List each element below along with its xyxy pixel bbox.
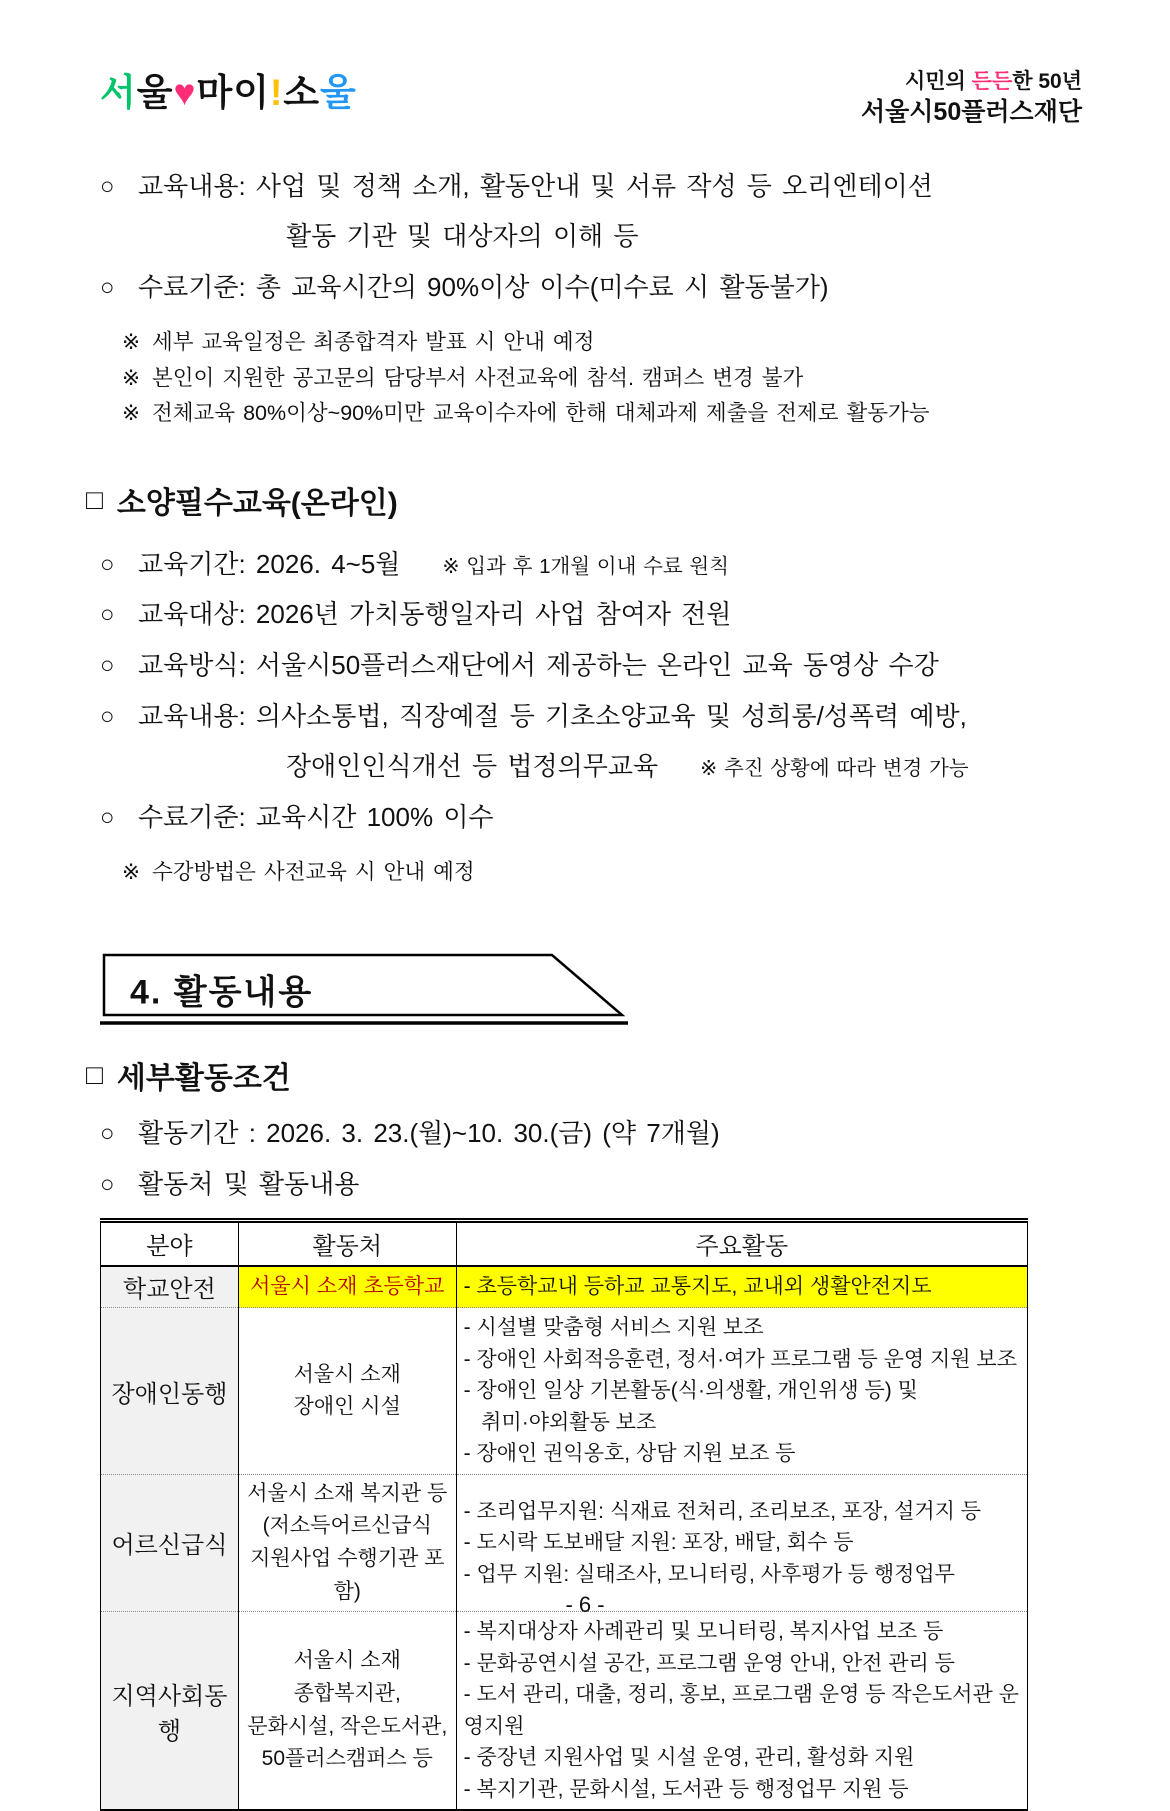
logo-part: 울 bbox=[136, 72, 174, 113]
bullet-body bbox=[138, 801, 1082, 835]
table-row bbox=[101, 1474, 1028, 1611]
slogan-line2: 서울시50플러스재단 bbox=[860, 98, 1082, 127]
reference-mark-icon: ※ bbox=[122, 330, 141, 355]
activity-line: - 업무 지원: 실태조사, 모니터링, 사후평가 등 행정업무 bbox=[463, 1562, 955, 1586]
section-checkbox-icon: □ bbox=[86, 1058, 103, 1090]
activities-cell bbox=[456, 1474, 1027, 1611]
activities-cell bbox=[456, 1612, 1027, 1811]
bullet-line bbox=[138, 1168, 1082, 1202]
bullet-item bbox=[100, 1117, 1082, 1151]
bullet-body bbox=[138, 1117, 1082, 1151]
bullet-body bbox=[138, 598, 1082, 632]
logo-part: 울 bbox=[320, 72, 357, 113]
bullet-text: 교육기간: 2026. 4~5월 bbox=[138, 548, 401, 579]
bullet-text: 수료기준: 총 교육시간의 90%이상 이수(미수료 시 활동불가) bbox=[138, 271, 829, 302]
section-title-text: 소양필수교육(온라인) bbox=[116, 486, 398, 520]
slogan-text: 시민의 bbox=[904, 70, 972, 93]
bullet-line bbox=[138, 548, 1082, 582]
bullet-circle-icon: ○ bbox=[100, 273, 115, 301]
activity-line: - 장애인 사회적응훈련, 정서·여가 프로그램 등 운영 지원 보조 bbox=[463, 1347, 1017, 1371]
note-text: 세부 교육일정은 최종합격자 발표 시 안내 예정 bbox=[152, 330, 595, 355]
activity-line: - 도시락 도보배달 지원: 포장, 배달, 회수 등 bbox=[463, 1531, 854, 1555]
bullet-text: 활동기간 : 2026. 3. 23.(월)~10. 30.(금) (약 7개월) bbox=[138, 1117, 720, 1148]
slogan-line1 bbox=[861, 68, 1082, 96]
bullet-text: 활동처 및 활동내용 bbox=[138, 1168, 360, 1199]
logo-part: 마이 bbox=[196, 72, 270, 113]
column-header-main-activities: 주요활동 bbox=[456, 1221, 1027, 1267]
subsection-title-text: 세부활동조건 bbox=[116, 1061, 291, 1095]
bullet-continuation bbox=[138, 750, 1082, 784]
bullet-item bbox=[100, 649, 1082, 683]
bullet-line bbox=[138, 598, 1082, 632]
activity-line: - 초등학교내 등하교 교통지도, 교내외 생활안전지도 bbox=[463, 1275, 932, 1299]
field-cell: 지역사회동행 bbox=[101, 1612, 239, 1811]
bullet-line bbox=[138, 801, 1082, 835]
bullet-body bbox=[138, 271, 1082, 305]
foundation-slogan bbox=[861, 66, 1082, 130]
reference-mark-icon: ※ bbox=[122, 860, 141, 885]
bullet-item bbox=[100, 548, 1082, 582]
activities-cell bbox=[456, 1308, 1027, 1475]
bullet-text: 교육대상: 2026년 가치동행일자리 사업 참여자 전원 bbox=[138, 599, 732, 630]
table-row bbox=[101, 1266, 1028, 1308]
section4-banner bbox=[100, 951, 640, 1027]
bullet-body bbox=[138, 548, 1082, 582]
field-cell: 어르신급식 bbox=[101, 1474, 239, 1611]
seoul-my-soul-logo bbox=[100, 66, 357, 111]
bullet-line bbox=[138, 170, 1082, 204]
bullet-item bbox=[100, 170, 1082, 254]
place-line: 서울시 소재 bbox=[293, 1649, 401, 1673]
bullet-circle-icon: ○ bbox=[100, 803, 115, 831]
logo-part: ♥ bbox=[173, 72, 197, 113]
education-intro-bullets bbox=[100, 170, 1082, 304]
bullet-line bbox=[138, 1117, 1082, 1151]
bullet-text: 교육내용: 사업 및 정책 소개, 활동안내 및 서류 작성 등 오리엔테이션 bbox=[138, 171, 933, 202]
slogan-text: 한 50년 bbox=[1012, 70, 1082, 93]
bullet-item bbox=[100, 801, 1082, 835]
bullet-item bbox=[100, 1168, 1082, 1202]
bullet-item bbox=[100, 598, 1082, 632]
reference-mark-icon: ※ bbox=[122, 365, 141, 390]
bullet-circle-icon: ○ bbox=[100, 1119, 115, 1147]
note-text: 전체교육 80%이상~90%미만 교육이수자에 한해 대체과제 제출을 전제로 활동가능 bbox=[152, 401, 930, 426]
place-line: 문화시설, 작은도서관, bbox=[247, 1714, 448, 1738]
bullet-item bbox=[100, 271, 1082, 305]
activity-line: - 도서 관리, 대출, 정리, 홍보, 프로그램 운영 등 작은도서관 운영지원 bbox=[463, 1683, 1019, 1738]
bullet-continuation-text: 장애인인식개선 등 법정의무교육 bbox=[286, 750, 659, 781]
section-title-online-education bbox=[86, 478, 1082, 522]
bullet-text: 교육방식: 서울시50플러스재단에서 제공하는 온라인 교육 동영상 수강 bbox=[138, 650, 939, 681]
activity-line: - 중장년 지원사업 및 시설 운영, 관리, 활성화 지원 bbox=[463, 1746, 915, 1770]
note-item bbox=[122, 399, 1082, 427]
note-text: 본인이 지원한 공고문의 담당부서 사전교육에 참석. 캠퍼스 변경 불가 bbox=[152, 365, 804, 390]
place-cell bbox=[238, 1308, 456, 1475]
field-cell: 학교안전 bbox=[101, 1266, 239, 1308]
activity-line: - 복지대상자 사례관리 및 모니터링, 복지사업 보조 등 bbox=[463, 1620, 944, 1644]
education-intro-notes bbox=[122, 328, 1082, 427]
note-item bbox=[122, 328, 1082, 356]
bullet-circle-icon: ○ bbox=[100, 703, 115, 730]
bullet-line bbox=[138, 700, 1082, 734]
bullet-line bbox=[138, 271, 1082, 305]
place-line: 서울시 소재 bbox=[293, 1362, 401, 1386]
section-checkbox-icon: □ bbox=[86, 483, 103, 515]
online-education-bullets bbox=[100, 548, 1082, 835]
online-education-footnote bbox=[122, 858, 1082, 886]
note-item bbox=[122, 364, 1082, 392]
bullet-circle-icon: ○ bbox=[100, 601, 115, 629]
place-line: 서울시 소재 초등학교 bbox=[250, 1274, 445, 1298]
subsection-title-activity-conditions bbox=[86, 1053, 1082, 1097]
activity-table-header bbox=[101, 1221, 1028, 1267]
reference-mark-icon: ※ bbox=[122, 401, 141, 426]
activity-line: - 문화공연시설 공간, 프로그램 운영 안내, 안전 관리 등 bbox=[463, 1651, 955, 1675]
page-header bbox=[100, 66, 1082, 130]
activity-table bbox=[100, 1218, 1028, 1811]
place-line: 장애인 시설 bbox=[293, 1395, 401, 1419]
activity-line: - 장애인 일상 기본활동(식·의생활, 개인위생 등) 및 bbox=[463, 1379, 918, 1403]
bullet-text: 교육내용: 의사소통법, 직장예절 등 기초소양교육 및 성희롱/성폭력 예방, bbox=[138, 701, 967, 731]
activity-line: - 시설별 맞춤형 서비스 지원 보조 bbox=[463, 1316, 764, 1340]
activities-cell bbox=[456, 1266, 1027, 1308]
bullet-inline-note: ※ 추진 상황에 따라 변경 가능 bbox=[700, 756, 969, 780]
bullet-line bbox=[138, 649, 1082, 683]
bullet-item bbox=[100, 700, 1082, 784]
page-content bbox=[86, 170, 1082, 1811]
bullet-body bbox=[138, 649, 1082, 683]
bullet-circle-icon: ○ bbox=[100, 652, 115, 680]
bullet-inline-note: ※ 입과 후 1개월 이내 수료 원칙 bbox=[442, 554, 730, 578]
place-cell bbox=[238, 1266, 456, 1308]
table-row bbox=[101, 1612, 1028, 1811]
bullet-continuation bbox=[138, 220, 1082, 254]
place-line: 50플러스캠퍼스 등 bbox=[261, 1747, 433, 1771]
logo-part: ! bbox=[269, 72, 284, 113]
place-cell bbox=[238, 1474, 456, 1611]
place-line: 종합복지관, bbox=[293, 1682, 401, 1705]
bullet-body bbox=[138, 700, 1082, 784]
field-cell: 장애인동행 bbox=[101, 1308, 239, 1475]
logo-part: 서 bbox=[100, 72, 137, 113]
bullet-circle-icon: ○ bbox=[100, 173, 115, 201]
slogan-accent: 든든 bbox=[971, 70, 1013, 93]
table-row bbox=[101, 1308, 1028, 1475]
column-header-field: 분야 bbox=[101, 1221, 239, 1267]
place-line: 서울시 소재 복지관 등 bbox=[247, 1481, 448, 1505]
activity-bullets bbox=[100, 1117, 1082, 1202]
activity-line: - 장애인 권익옹호, 상담 지원 보조 등 bbox=[463, 1442, 796, 1466]
activity-line: - 조리업무지원: 식재료 전처리, 조리보조, 포장, 설거지 등 bbox=[463, 1499, 982, 1523]
column-header-place: 활동처 bbox=[238, 1221, 456, 1267]
logo-part: 소 bbox=[283, 72, 321, 113]
bullet-text: 수료기준: 교육시간 100% 이수 bbox=[138, 801, 494, 832]
bullet-circle-icon: ○ bbox=[100, 1170, 115, 1198]
bullet-body bbox=[138, 170, 1082, 254]
place-line: 지원사업 수행기관 포함) bbox=[250, 1546, 445, 1603]
place-line: (저소득어르신급식 bbox=[262, 1514, 432, 1538]
bullet-circle-icon: ○ bbox=[100, 550, 115, 578]
section4-banner-title: 4. 활동내용 bbox=[130, 973, 314, 1012]
bullet-continuation-text: 활동 기관 및 대상자의 이해 등 bbox=[286, 220, 639, 251]
note-text: 수강방법은 사전교육 시 안내 예정 bbox=[152, 860, 475, 885]
note-item bbox=[122, 858, 1082, 886]
activity-line: - 복지기관, 문화시설, 도서관 등 행정업무 지원 등 bbox=[463, 1777, 909, 1801]
bullet-body bbox=[138, 1168, 1082, 1202]
page-number: - 6 - bbox=[565, 1592, 605, 1617]
activity-line: 취미·야외활동 보조 bbox=[463, 1410, 657, 1434]
place-cell bbox=[238, 1612, 456, 1811]
